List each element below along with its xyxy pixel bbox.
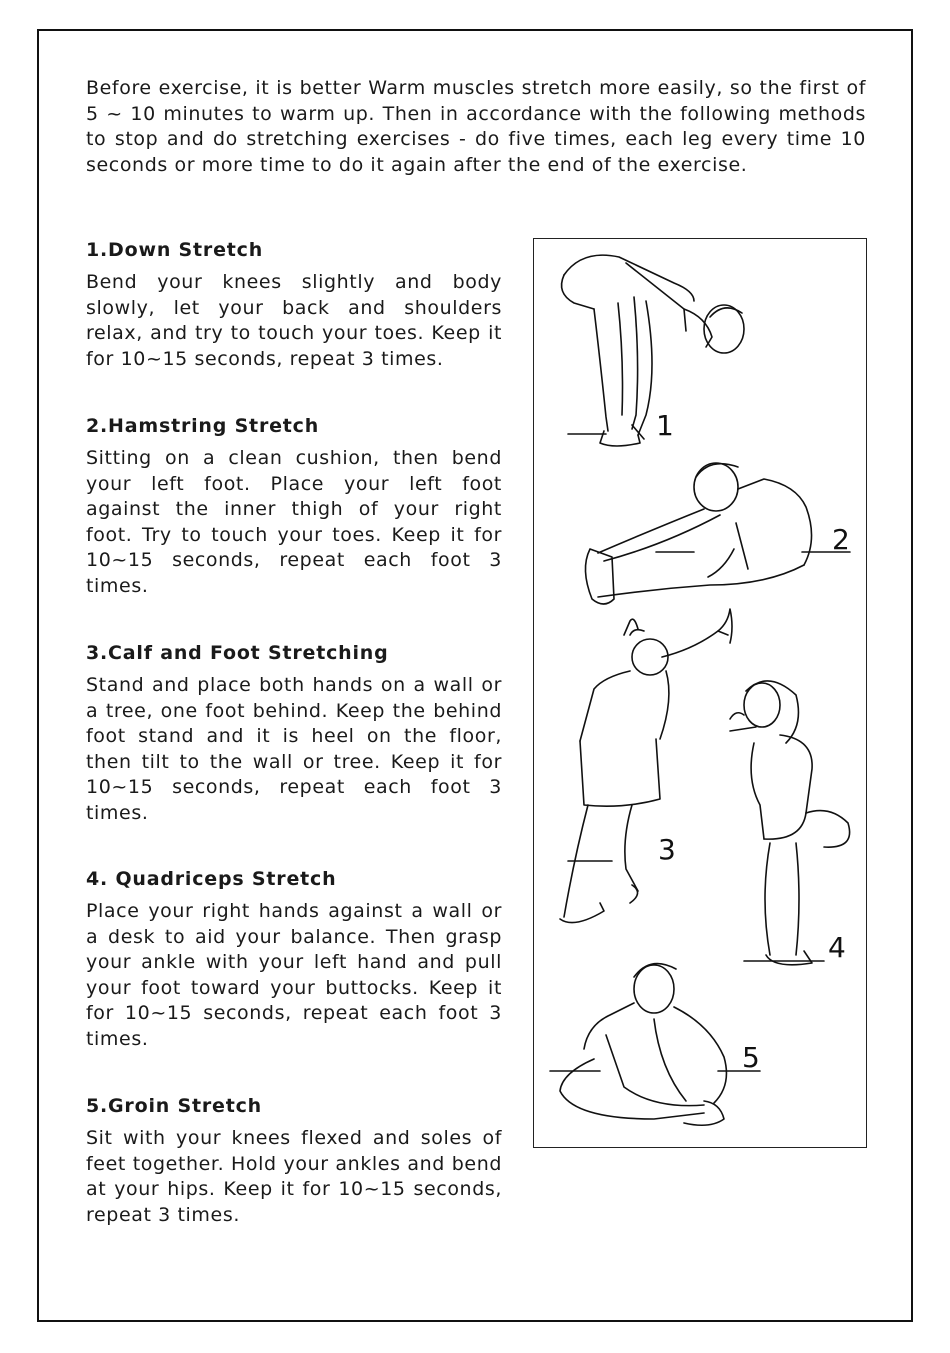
figure-hamstring-stretch bbox=[585, 463, 850, 604]
section-title: 5.Groin Stretch bbox=[86, 1095, 263, 1117]
section-body: Stand and place both hands on a wall or a tree, one foot behind. Keep the behind foot stand and it is heel on the floor, then tilt to the wall or tree. Keep it for 10~15 seconds, repeat each foot 3 times. bbox=[86, 674, 502, 824]
figure-calf-stretch bbox=[560, 609, 732, 923]
figure-label-3: 3 bbox=[658, 833, 676, 866]
section-down-stretch bbox=[86, 238, 502, 372]
section-quadriceps-stretch bbox=[86, 867, 502, 1052]
section-title: 1.Down Stretch bbox=[86, 239, 264, 261]
section-title: 3.Calf and Foot Stretching bbox=[86, 642, 389, 664]
figure-label-2: 2 bbox=[832, 523, 850, 556]
stretch-illustrations bbox=[533, 238, 867, 1148]
section-body: Place your right hands against a wall or a desk to aid your balance. Then grasp your ankle with your left hand and pull your foot toward your buttocks. Keep it for 10~15 seconds, repeat each foot 3 times. bbox=[86, 900, 502, 1050]
illustrations-svg bbox=[534, 239, 868, 1149]
section-calf-foot-stretching bbox=[86, 641, 502, 826]
section-body: Bend your knees slightly and body slowly, let your back and shoulders relax, and try to touch your toes. Keep it for 10~15 seconds, repeat 3 times. bbox=[86, 271, 502, 370]
section-title: 2.Hamstring Stretch bbox=[86, 415, 320, 437]
section-hamstring-stretch bbox=[86, 414, 502, 599]
figure-quadriceps-stretch bbox=[730, 681, 850, 965]
intro-paragraph: Before exercise, it is better Warm muscles stretch more easily, so the first of 5 ~ 10 minutes to warm up. Then in accordance with the following methods to stop and do stretching exercises - do five times, each leg every time 10 seconds or more time to do it again after the end of the exercise. bbox=[86, 77, 866, 176]
figure-label-4: 4 bbox=[828, 931, 846, 964]
section-title: 4. Quadriceps Stretch bbox=[86, 868, 337, 890]
section-body: Sit with your knees flexed and soles of feet together. Hold your ankles and bend at your hips. Keep it for 10~15 seconds, repeat 3 times. bbox=[86, 1127, 502, 1226]
figure-label-1: 1 bbox=[656, 409, 674, 442]
section-groin-stretch bbox=[86, 1094, 502, 1228]
figure-groin-stretch bbox=[550, 964, 760, 1126]
figure-label-5: 5 bbox=[742, 1041, 760, 1074]
section-body: Sitting on a clean cushion, then bend your left foot. Place your left foot against the inner thigh of your right foot. Try to touch your toes. Keep it for 10~15 seconds, repeat each foot 3 times. bbox=[86, 447, 502, 597]
figure-down-stretch bbox=[562, 255, 744, 446]
